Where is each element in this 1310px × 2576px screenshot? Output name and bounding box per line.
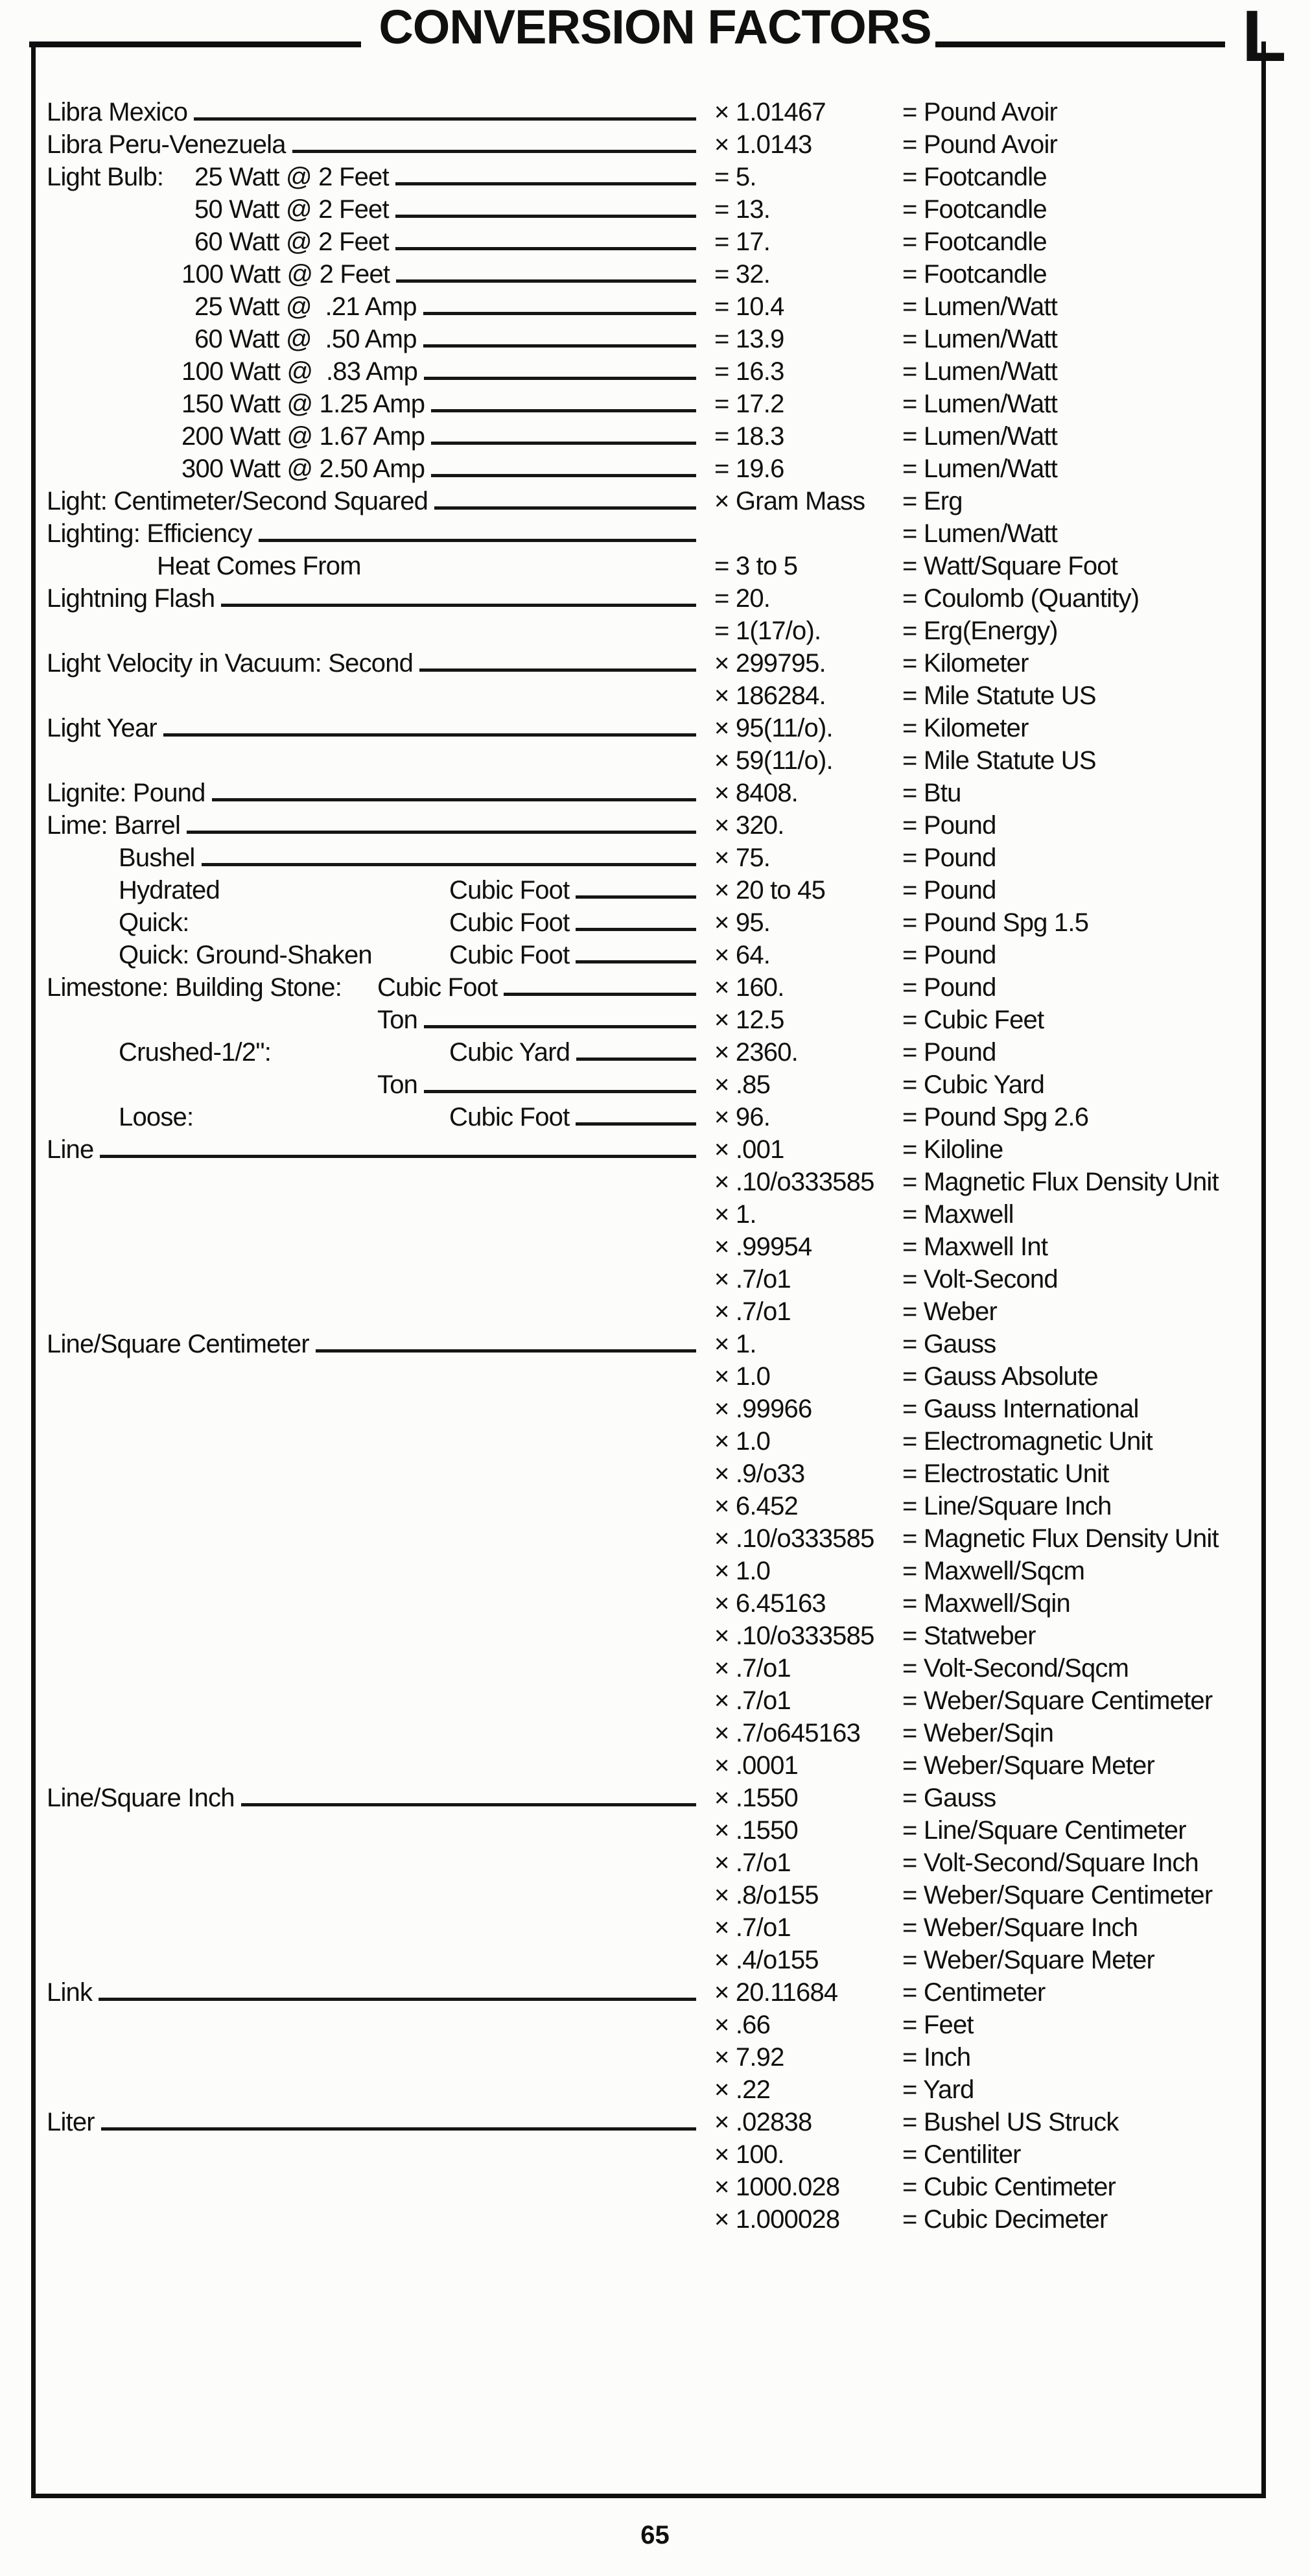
row-factor: × 12.5 <box>714 1006 784 1034</box>
conversion-row <box>47 1391 1265 1423</box>
row-unit: = Maxwell <box>902 1200 1014 1229</box>
conversion-row <box>47 678 1265 710</box>
section-letter: L <box>1242 0 1287 77</box>
row-unit: = Mile Statute US <box>902 681 1096 710</box>
row-factor: × .02838 <box>714 2108 812 2136</box>
row-unit: = Magnetic Flux Density Unit <box>902 1524 1219 1553</box>
conversion-row <box>47 1131 1265 1164</box>
leader-line <box>395 182 696 185</box>
row-label: 25 Watt @ 2 Feet Light Bulb: <box>47 163 389 191</box>
row-mid-label: Cubic Foot <box>377 973 498 1002</box>
row-label: Quick: Ground-Shaken <box>119 941 372 969</box>
conversion-row <box>47 2169 1265 2201</box>
row-factor: × Gram Mass <box>714 487 865 515</box>
conversion-row <box>47 1747 1265 1780</box>
row-factor: × .7/o1 <box>714 1297 791 1326</box>
row-label: Bushel <box>119 844 195 872</box>
page-title: CONVERSION FACTORS <box>379 0 931 54</box>
conversion-row <box>47 1683 1265 1715</box>
row-unit: = Footcandle <box>902 228 1047 256</box>
row-unit: = Cubic Feet <box>902 1006 1044 1034</box>
row-factor: × .7/o1 <box>714 1913 791 1942</box>
row-unit: = Weber/Sqin <box>902 1719 1054 1747</box>
row-unit: = Electromagnetic Unit <box>902 1427 1152 1456</box>
row-unit: = Pound <box>902 941 996 969</box>
leader-line <box>212 798 696 801</box>
row-factor: × 100. <box>714 2140 784 2169</box>
leader-line <box>395 247 696 250</box>
conversion-row <box>47 645 1265 678</box>
row-factor: = 17. <box>714 228 771 256</box>
row-unit: = Weber/Square Meter <box>902 1751 1155 1780</box>
conversion-row <box>47 418 1265 451</box>
leader-line <box>431 474 696 477</box>
row-factor: × .22 <box>714 2075 771 2104</box>
leader-line <box>576 895 696 899</box>
leader-line <box>292 150 696 153</box>
row-factor: × .7/o1 <box>714 1654 791 1683</box>
row-factor: × 75. <box>714 844 771 872</box>
row-mid-label: Cubic Foot <box>449 908 570 937</box>
leader-line <box>424 1090 696 1093</box>
row-unit: = Pound Spg 1.5 <box>902 908 1089 937</box>
row-unit: = Lumen/Watt <box>902 455 1058 483</box>
page-number: 65 <box>640 2521 670 2549</box>
conversion-row <box>47 2201 1265 2234</box>
row-unit: = Maxwell/Sqin <box>902 1589 1070 1618</box>
conversion-row <box>47 1618 1265 1650</box>
row-factor: = 19.6 <box>714 455 784 483</box>
row-factor: × 6.45163 <box>714 1589 826 1618</box>
row-unit: = Bushel US Struck <box>902 2108 1119 2136</box>
row-unit: = Footcandle <box>902 260 1047 289</box>
conversion-row <box>47 613 1265 645</box>
row-factor: × 320. <box>714 811 784 840</box>
row-factor: = 10.4 <box>714 292 784 321</box>
row-unit: = Gauss International <box>902 1395 1139 1423</box>
conversion-row <box>47 353 1265 386</box>
conversion-row <box>47 1326 1265 1358</box>
row-factor: × 20.11684 <box>714 1978 838 2007</box>
row-label: Line/Square Inch <box>47 1784 235 1812</box>
row-unit: = Cubic Yard <box>902 1070 1045 1099</box>
leader-line <box>576 960 696 963</box>
leader-line <box>431 409 696 412</box>
row-factor: = 5. <box>714 163 756 191</box>
row-label: Light Velocity in Vacuum: Second <box>47 649 414 678</box>
row-unit: = Statweber <box>902 1622 1036 1650</box>
row-unit: = Watt/Square Foot <box>902 552 1118 580</box>
row-factor: × 20 to 45 <box>714 876 826 904</box>
row-unit: = Pound <box>902 1038 996 1067</box>
leader-line <box>202 863 696 866</box>
row-unit: = Coulomb (Quantity) <box>902 584 1140 613</box>
row-factor: × 1.01467 <box>714 98 826 126</box>
row-factor: × .7/o1 <box>714 1849 791 1877</box>
row-unit: = Pound Avoir <box>902 98 1058 126</box>
row-factor: × .9/o33 <box>714 1459 805 1488</box>
row-factor: × 299795. <box>714 649 826 678</box>
row-unit: = Volt-Second <box>902 1265 1058 1294</box>
conversion-row <box>47 483 1265 515</box>
row-label: Limestone: Building Stone: <box>47 973 342 1002</box>
row-unit: = Erg <box>902 487 963 515</box>
row-unit: = Kilometer <box>902 649 1029 678</box>
conversion-row <box>47 872 1265 904</box>
row-unit: = Lumen/Watt <box>902 519 1058 548</box>
conversion-row <box>47 1909 1265 1942</box>
conversion-row <box>47 2104 1265 2136</box>
leader-line <box>194 117 696 121</box>
row-unit: = Cubic Centimeter <box>902 2173 1116 2201</box>
conversion-row <box>47 1877 1265 1909</box>
row-label: Quick: <box>119 908 189 937</box>
leader-line <box>259 539 696 542</box>
row-label: Heat Comes From <box>157 552 361 580</box>
row-factor: × 95. <box>714 908 771 937</box>
conversion-row <box>47 224 1265 256</box>
conversion-row <box>47 710 1265 742</box>
row-label: 150 Watt @ 1.25 Amp <box>181 390 425 418</box>
row-unit: = Weber/Square Meter <box>902 1946 1155 1974</box>
leader-line <box>431 442 696 445</box>
leader-line <box>576 1122 696 1126</box>
conversion-row <box>47 515 1265 548</box>
row-factor: × 1.000028 <box>714 2205 840 2234</box>
conversion-row <box>47 1845 1265 1877</box>
row-factor: × 1. <box>714 1200 756 1229</box>
conversion-row <box>47 580 1265 613</box>
row-factor: = 3 to 5 <box>714 552 798 580</box>
row-mid-label: Cubic Foot <box>449 941 570 969</box>
row-factor: × .8/o155 <box>714 1881 819 1909</box>
conversion-row <box>47 1520 1265 1553</box>
conversion-row <box>47 256 1265 289</box>
row-unit: = Lumen/Watt <box>902 325 1058 353</box>
row-factor: × .7/o1 <box>714 1686 791 1715</box>
row-label: 60 Watt @ 2 Feet <box>194 228 389 256</box>
row-label: Loose: <box>119 1103 194 1131</box>
row-label: 25 Watt @ .21 Amp <box>194 292 417 321</box>
row-unit: = Gauss <box>902 1330 996 1358</box>
conversion-row <box>47 94 1265 126</box>
leader-line <box>423 312 696 315</box>
row-factor: × 7.92 <box>714 2043 784 2072</box>
conversion-row <box>47 1034 1265 1067</box>
row-unit: = Weber/Square Centimeter <box>902 1881 1213 1909</box>
leader-line <box>434 506 696 510</box>
leader-line <box>395 215 696 218</box>
row-factor: × 59(11/o). <box>714 746 833 775</box>
row-unit: = Lumen/Watt <box>902 390 1058 418</box>
conversion-row <box>47 126 1265 159</box>
conversion-row <box>47 451 1265 483</box>
conversion-row <box>47 1553 1265 1585</box>
row-factor: × 160. <box>714 973 784 1002</box>
row-unit: = Maxwell/Sqcm <box>902 1557 1085 1585</box>
row-unit: = Pound <box>902 973 996 1002</box>
row-unit: = Electrostatic Unit <box>902 1459 1109 1488</box>
row-factor: × 6.452 <box>714 1492 798 1520</box>
row-factor: = 18.3 <box>714 422 784 451</box>
row-label: Light: Centimeter/Second Squared <box>47 487 428 515</box>
row-unit: = Pound <box>902 844 996 872</box>
conversion-row <box>47 1164 1265 1196</box>
row-unit: = Lumen/Watt <box>902 357 1058 386</box>
leader-line <box>99 1998 696 2001</box>
row-unit: = Gauss Absolute <box>902 1362 1098 1391</box>
row-unit: = Footcandle <box>902 195 1047 224</box>
row-unit: = Pound <box>902 876 996 904</box>
row-unit: = Footcandle <box>902 163 1047 191</box>
leader-line <box>101 2127 696 2131</box>
row-label: Lime: Barrel <box>47 811 181 840</box>
row-factor: × 1.0 <box>714 1557 771 1585</box>
row-label: Lignite: Pound <box>47 779 205 807</box>
row-unit: = Yard <box>902 2075 974 2104</box>
row-unit: = Maxwell Int <box>902 1233 1048 1261</box>
row-factor: × .10/o333585 <box>714 1622 874 1650</box>
row-unit: = Volt-Second/Sqcm <box>902 1654 1129 1683</box>
row-category-label: Light Bulb: <box>47 163 164 191</box>
conversion-row <box>47 807 1265 840</box>
row-factor: = 13.9 <box>714 325 784 353</box>
conversion-row <box>47 1456 1265 1488</box>
conversion-row <box>47 548 1265 580</box>
conversion-row <box>47 2007 1265 2039</box>
row-unit: = Pound <box>902 811 996 840</box>
row-unit: = Kiloline <box>902 1135 1003 1164</box>
conversion-row <box>47 1002 1265 1034</box>
row-mid-label: Ton <box>377 1006 418 1034</box>
row-factor: × 2360. <box>714 1038 798 1067</box>
row-unit: = Pound Spg 2.6 <box>902 1103 1089 1131</box>
conversion-row <box>47 937 1265 969</box>
row-factor: = 20. <box>714 584 771 613</box>
row-label: Link <box>47 1978 93 2007</box>
row-unit: = Centiliter <box>902 2140 1021 2169</box>
row-mid-label: Ton <box>377 1070 418 1099</box>
conversion-row <box>47 2039 1265 2072</box>
leader-line <box>396 279 696 283</box>
conversion-row <box>47 1067 1265 1099</box>
leader-line <box>100 1155 696 1158</box>
row-factor: × .66 <box>714 2011 771 2039</box>
row-factor: × .7/o1 <box>714 1265 791 1294</box>
conversion-row <box>47 775 1265 807</box>
row-unit: = Magnetic Flux Density Unit <box>902 1168 1219 1196</box>
row-factor: × .1550 <box>714 1816 798 1845</box>
leader-line <box>316 1349 696 1353</box>
row-unit: = Inch <box>902 2043 971 2072</box>
row-unit: = Line/Square Inch <box>902 1492 1112 1520</box>
row-factor: × .7/o645163 <box>714 1719 861 1747</box>
row-unit: = Weber <box>902 1297 997 1326</box>
row-mid-label: Cubic Foot <box>449 876 570 904</box>
leader-line <box>241 1803 696 1806</box>
conversion-row <box>47 904 1265 937</box>
row-unit: = Cubic Decimeter <box>902 2205 1108 2234</box>
conversion-row <box>47 1812 1265 1845</box>
row-factor: = 1(17/o). <box>714 617 821 645</box>
row-label: Libra Peru-Venezuela <box>47 130 286 159</box>
row-factor: × .85 <box>714 1070 771 1099</box>
row-unit: = Lumen/Watt <box>902 422 1058 451</box>
row-unit: = Mile Statute US <box>902 746 1096 775</box>
row-unit: = Lumen/Watt <box>902 292 1058 321</box>
row-label: Line/Square Centimeter <box>47 1330 309 1358</box>
conversion-row <box>47 1229 1265 1261</box>
conversion-row <box>47 159 1265 191</box>
leader-line <box>576 928 696 931</box>
row-factor: = 16.3 <box>714 357 784 386</box>
conversion-row <box>47 1294 1265 1326</box>
row-factor: × 64. <box>714 941 771 969</box>
row-unit: = Feet <box>902 2011 974 2039</box>
row-mid-label: Cubic Foot <box>449 1103 570 1131</box>
row-factor: × .0001 <box>714 1751 798 1780</box>
row-label: Lightning Flash <box>47 584 215 613</box>
row-unit: = Weber/Square Inch <box>902 1913 1138 1942</box>
conversion-row <box>47 1196 1265 1229</box>
row-factor: = 13. <box>714 195 771 224</box>
leader-line <box>504 993 696 996</box>
row-label: Lighting: Efficiency <box>47 519 252 548</box>
row-factor: × 1. <box>714 1330 756 1358</box>
row-label: Line <box>47 1135 94 1164</box>
row-unit: = Btu <box>902 779 961 807</box>
leader-line <box>419 668 696 672</box>
row-factor: × .10/o333585 <box>714 1524 874 1553</box>
row-factor: × .10/o333585 <box>714 1168 874 1196</box>
row-factor: × 95(11/o). <box>714 714 833 742</box>
row-factor: × 186284. <box>714 681 826 710</box>
row-label: 60 Watt @ .50 Amp <box>194 325 417 353</box>
conversion-row <box>47 191 1265 224</box>
row-factor: × 1000.028 <box>714 2173 840 2201</box>
row-factor: × .99954 <box>714 1233 812 1261</box>
row-factor: × .99966 <box>714 1395 812 1423</box>
conversion-row <box>47 2136 1265 2169</box>
leader-line <box>423 344 696 348</box>
row-unit: = Erg(Energy) <box>902 617 1058 645</box>
row-factor: × .4/o155 <box>714 1946 819 1974</box>
conversion-row <box>47 1358 1265 1391</box>
row-factor: × 1.0 <box>714 1362 771 1391</box>
row-label: Crushed-1/2": <box>119 1038 272 1067</box>
row-label: 300 Watt @ 2.50 Amp <box>181 455 425 483</box>
row-label: 100 Watt @ 2 Feet <box>181 260 390 289</box>
row-unit: = Kilometer <box>902 714 1029 742</box>
conversion-row <box>47 1488 1265 1520</box>
conversion-row <box>47 1099 1265 1131</box>
conversion-row <box>47 2072 1265 2104</box>
conversion-row <box>47 1715 1265 1747</box>
row-label: 50 Watt @ 2 Feet <box>194 195 389 224</box>
row-mid-label: Cubic Yard <box>449 1038 570 1067</box>
conversion-row <box>47 1585 1265 1618</box>
row-unit: = Pound Avoir <box>902 130 1058 159</box>
row-factor: × 1.0143 <box>714 130 812 159</box>
row-label: 200 Watt @ 1.67 Amp <box>181 422 425 451</box>
leader-line <box>576 1058 696 1061</box>
row-label: Hydrated <box>119 876 220 904</box>
row-label: 100 Watt @ .83 Amp <box>181 357 418 386</box>
conversion-row <box>47 289 1265 321</box>
leader-line <box>424 1025 696 1028</box>
conversion-row <box>47 1942 1265 1974</box>
row-unit: = Volt-Second/Square Inch <box>902 1849 1199 1877</box>
conversion-row <box>47 1974 1265 2007</box>
row-factor: = 17.2 <box>714 390 784 418</box>
leader-line <box>187 831 696 834</box>
row-unit: = Gauss <box>902 1784 996 1812</box>
leader-line <box>163 733 696 737</box>
conversion-row <box>47 386 1265 418</box>
conversion-table <box>47 94 1265 2234</box>
conversion-row <box>47 969 1265 1002</box>
conversion-row <box>47 1423 1265 1456</box>
conversion-row <box>47 1650 1265 1683</box>
row-factor: = 32. <box>714 260 771 289</box>
conversion-row <box>47 742 1265 775</box>
row-factor: × 96. <box>714 1103 771 1131</box>
row-unit: = Weber/Square Centimeter <box>902 1686 1213 1715</box>
conversion-row <box>47 1261 1265 1294</box>
row-factor: × 1.0 <box>714 1427 771 1456</box>
conversion-row <box>47 321 1265 353</box>
leader-line <box>221 604 696 607</box>
row-factor: × .001 <box>714 1135 784 1164</box>
row-label: Liter <box>47 2108 95 2136</box>
conversion-row <box>47 1780 1265 1812</box>
leader-line <box>424 377 696 380</box>
row-unit: = Centimeter <box>902 1978 1046 2007</box>
conversion-row <box>47 840 1265 872</box>
row-factor: × 8408. <box>714 779 798 807</box>
row-factor: × .1550 <box>714 1784 798 1812</box>
row-unit: = Line/Square Centimeter <box>902 1816 1186 1845</box>
row-label: Libra Mexico <box>47 98 188 126</box>
row-label: Light Year <box>47 714 157 742</box>
